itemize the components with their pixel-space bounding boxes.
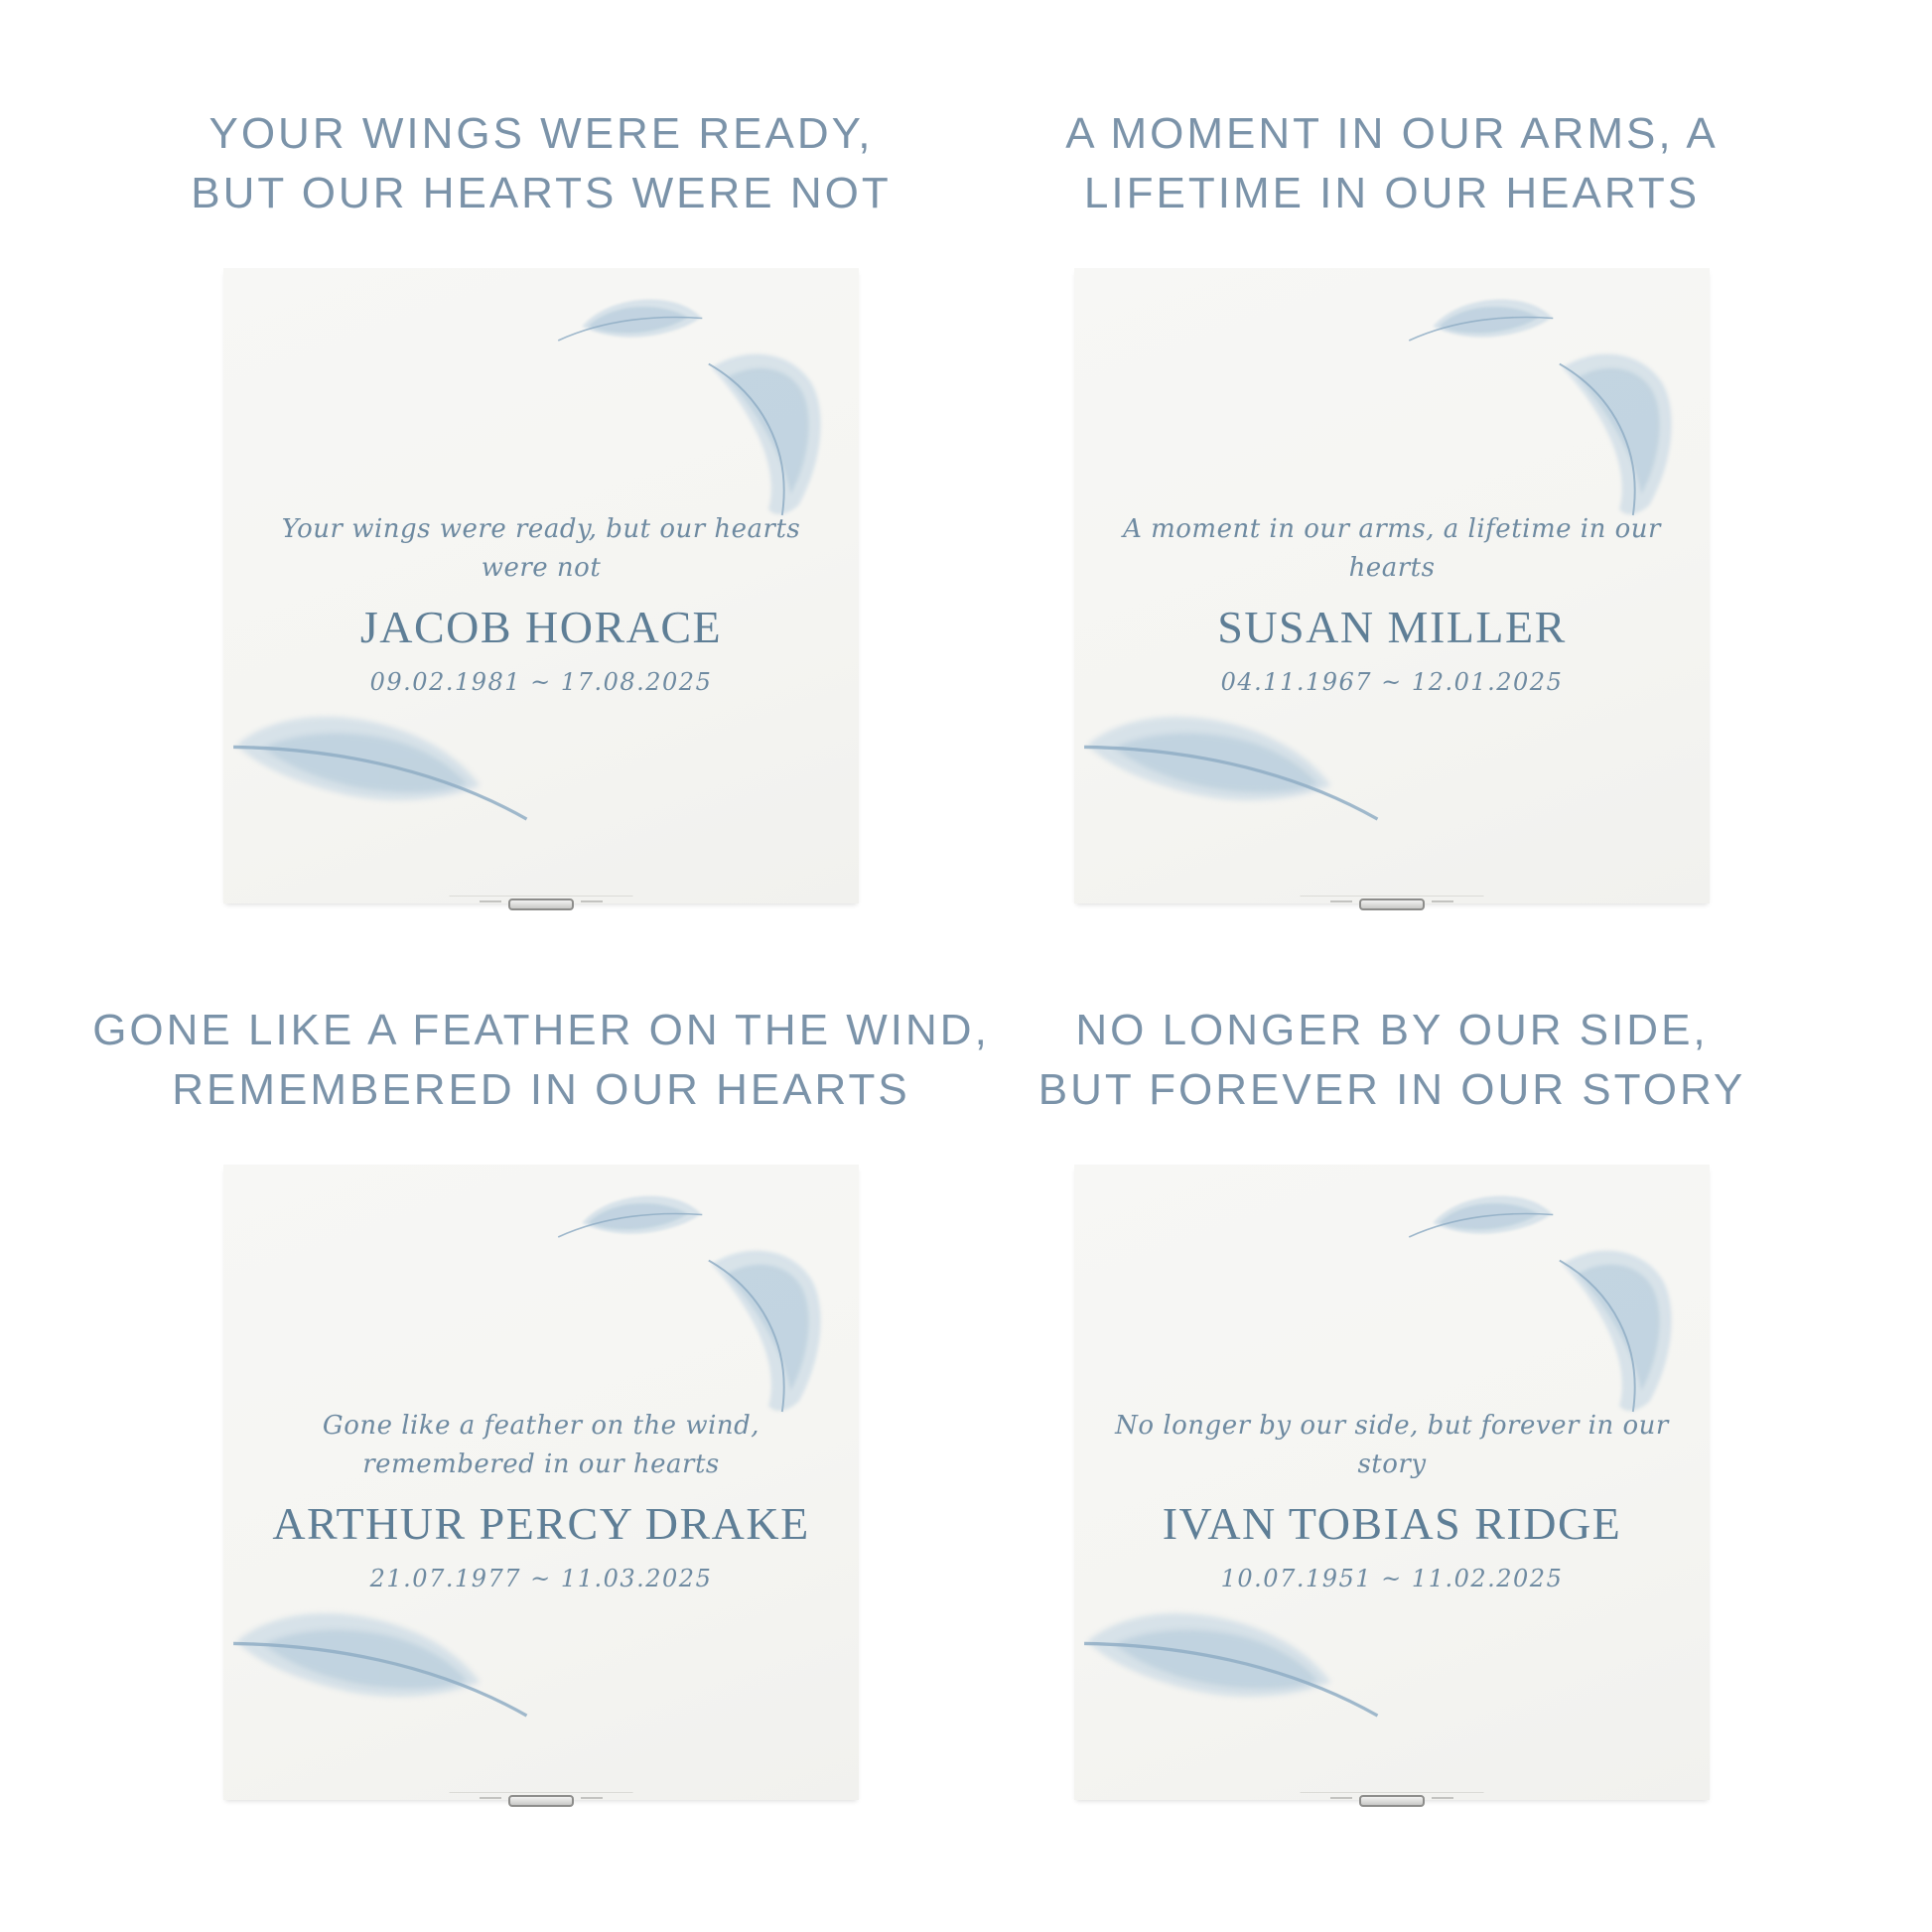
caption-line-2: BUT FOREVER IN OUR STORY <box>1037 1065 1746 1115</box>
curved-feather-icon <box>1542 1233 1686 1426</box>
caption-line-2: REMEMBERED IN OUR HEARTS <box>172 1065 910 1115</box>
memorial-name: ARTHUR PERCY DRAKE <box>272 1498 810 1550</box>
metal-clasp <box>1359 1795 1425 1807</box>
metal-clasp <box>508 1795 574 1807</box>
memorial-dates: 04.11.1967 ~ 12.01.2025 <box>1220 668 1564 697</box>
caption-line-2: LIFETIME IN OUR HEARTS <box>1083 169 1701 218</box>
small-feather-icon <box>1402 1184 1558 1255</box>
memorial-quote: No longer by our side, but forever in our story <box>1115 1411 1669 1480</box>
clasp-hinge-left <box>1330 1797 1352 1799</box>
large-feather-icon <box>1069 685 1398 857</box>
clasp-hinge-right <box>1432 1797 1453 1799</box>
memorial-name: IVAN TOBIAS RIDGE <box>1162 1498 1622 1550</box>
small-feather-icon <box>551 1184 707 1255</box>
caption-line-2: BUT OUR HEARTS WERE NOT <box>191 169 892 218</box>
clasp-hinge-left <box>1330 900 1352 902</box>
memorial-quote-line2: remembered in our hearts <box>362 1449 720 1480</box>
product-card-4 <box>1037 999 1746 1800</box>
product-caption <box>92 999 990 1120</box>
large-feather-icon <box>218 685 547 857</box>
lid-seam <box>1301 1792 1484 1793</box>
memorial-dates: 21.07.1977 ~ 11.03.2025 <box>369 1565 713 1593</box>
memorial-name: SUSAN MILLER <box>1217 602 1567 653</box>
small-feather-icon <box>1402 288 1558 358</box>
caption-line-1: NO LONGER BY OUR SIDE, <box>1075 1006 1709 1055</box>
memorial-quote: Your wings were ready, but our hearts were not <box>281 514 801 584</box>
product-caption <box>1037 999 1746 1120</box>
large-feather-icon <box>218 1582 547 1753</box>
product-caption <box>191 102 892 223</box>
lid-seam <box>450 896 633 897</box>
memorial-quote: A moment in our arms, a lifetime in our hearts <box>1123 514 1661 584</box>
clasp-hinge-left <box>480 900 501 902</box>
curved-feather-icon <box>691 1233 835 1426</box>
lid-seam <box>450 1792 633 1793</box>
memorial-name: JACOB HORACE <box>359 602 723 653</box>
metal-clasp <box>1359 898 1425 910</box>
metal-clasp <box>508 898 574 910</box>
memorial-box-photo <box>1074 268 1710 903</box>
large-feather-icon <box>1069 1582 1398 1753</box>
clasp-hinge-right <box>581 900 603 902</box>
memorial-box-photo <box>223 268 859 903</box>
box-inscription <box>249 510 834 696</box>
box-inscription <box>249 1407 834 1592</box>
caption-line-1: YOUR WINGS WERE READY, <box>208 109 874 159</box>
caption-line-1: GONE LIKE A FEATHER ON THE WIND, <box>92 1006 990 1055</box>
caption-line-1: A MOMENT IN OUR ARMS, A <box>1065 109 1719 159</box>
box-inscription <box>1100 510 1685 696</box>
memorial-quote: Gone like a feather on the wind, <box>322 1411 760 1442</box>
product-card-3 <box>92 999 990 1800</box>
memorial-dates: 09.02.1981 ~ 17.08.2025 <box>369 668 713 697</box>
box-inscription <box>1100 1407 1685 1592</box>
clasp-hinge-right <box>581 1797 603 1799</box>
small-feather-icon <box>551 288 707 358</box>
memorial-box-photo <box>1074 1165 1710 1800</box>
memorial-box-photo <box>223 1165 859 1800</box>
product-card-1 <box>191 102 892 903</box>
curved-feather-icon <box>1542 337 1686 529</box>
product-caption <box>1065 102 1719 223</box>
product-card-2 <box>1065 102 1719 903</box>
clasp-hinge-right <box>1432 900 1453 902</box>
lid-seam <box>1301 896 1484 897</box>
memorial-dates: 10.07.1951 ~ 11.02.2025 <box>1220 1565 1564 1593</box>
curved-feather-icon <box>691 337 835 529</box>
clasp-hinge-left <box>480 1797 501 1799</box>
